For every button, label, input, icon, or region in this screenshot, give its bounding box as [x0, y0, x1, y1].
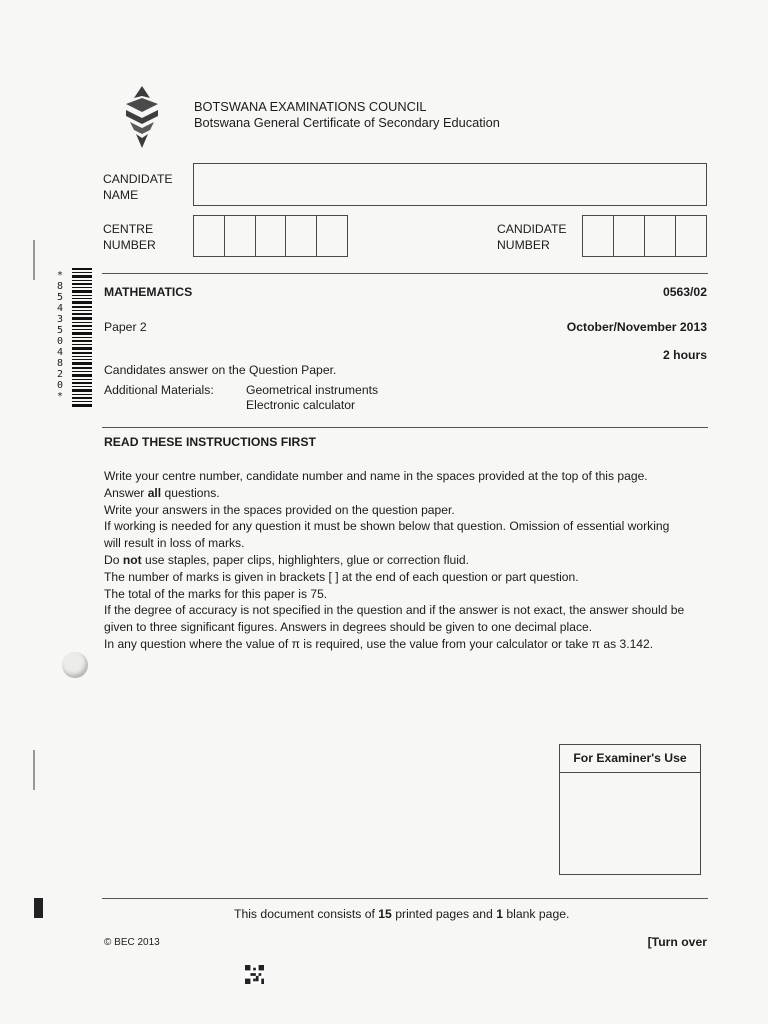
- bec-logo: [120, 84, 164, 150]
- centre-number-field[interactable]: [193, 215, 348, 257]
- divider: [102, 427, 708, 428]
- instructions-list: [104, 468, 684, 653]
- exam-duration: 2 hours: [662, 348, 707, 362]
- scan-edge-mark: [34, 898, 43, 918]
- barcode-number: * 8 5 4 3 5 0 4 8 2 0 *: [56, 270, 64, 402]
- candidate-name-label: CANDIDATE NAME: [103, 172, 173, 202]
- turn-over-note: [Turn over: [647, 935, 707, 949]
- instruction-line: given to three significant figures. Answers in degrees should be given to one decimal place.: [104, 620, 593, 635]
- page-count-note: This document consists of 15 printed pages and 1 blank page.: [234, 907, 570, 921]
- instruction-line: Do not use staples, paper clips, highlighters, glue or correction fluid.: [104, 552, 470, 567]
- instructions-heading: READ THESE INSTRUCTIONS FIRST: [104, 435, 316, 449]
- material-item: Electronic calculator: [246, 398, 356, 412]
- divider: [102, 898, 708, 899]
- instruction-line: Answer all questions.: [104, 485, 220, 500]
- candidate-number-field[interactable]: [582, 215, 707, 257]
- candidate-number-label: CANDIDATE NUMBER: [497, 222, 567, 252]
- divider: [102, 273, 708, 274]
- scan-edge-mark: [33, 240, 35, 280]
- subject-title: MATHEMATICS: [104, 285, 193, 299]
- candidate-name-field[interactable]: [193, 163, 707, 206]
- material-item: Geometrical instruments: [246, 383, 379, 397]
- examiners-use-title: For Examiner's Use: [560, 745, 700, 773]
- examiners-use-box: [559, 744, 701, 875]
- paper-number: Paper 2: [104, 320, 147, 334]
- answer-note: Candidates answer on the Question Paper.: [104, 363, 337, 377]
- instruction-line: will result in loss of marks.: [104, 536, 245, 551]
- instruction-line: The total of the marks for this paper is 75.: [104, 586, 328, 601]
- barcode: [72, 268, 92, 408]
- paper-code: 0563/02: [662, 285, 707, 299]
- instruction-line: The number of marks is given in brackets [ ] at the end of each question or part question.: [104, 569, 579, 584]
- punch-hole: [62, 652, 88, 678]
- qr-code: [245, 965, 264, 984]
- org-name: BOTSWANA EXAMINATIONS COUNCIL: [194, 99, 427, 114]
- centre-number-label: CENTRE NUMBER: [103, 222, 156, 252]
- materials-label: Additional Materials:: [104, 383, 214, 397]
- qualification-name: Botswana General Certificate of Secondary Education: [194, 115, 500, 130]
- instruction-line: In any question where the value of π is required, use the value from your calculator or take π as 3.142.: [104, 636, 654, 651]
- instruction-line: Write your answers in the spaces provided on the question paper.: [104, 502, 455, 517]
- instruction-line: If the degree of accuracy is not specified in the question and if the answer is not exact, the answer should be: [104, 603, 685, 618]
- scan-edge-mark: [33, 750, 35, 790]
- instruction-line: Write your centre number, candidate number and name in the spaces provided at the top of this page.: [104, 469, 648, 483]
- instruction-line: If working is needed for any question it must be shown below that question. Omission of essential working: [104, 519, 670, 534]
- copyright: © BEC 2013: [104, 937, 160, 948]
- exam-session: October/November 2013: [566, 320, 707, 334]
